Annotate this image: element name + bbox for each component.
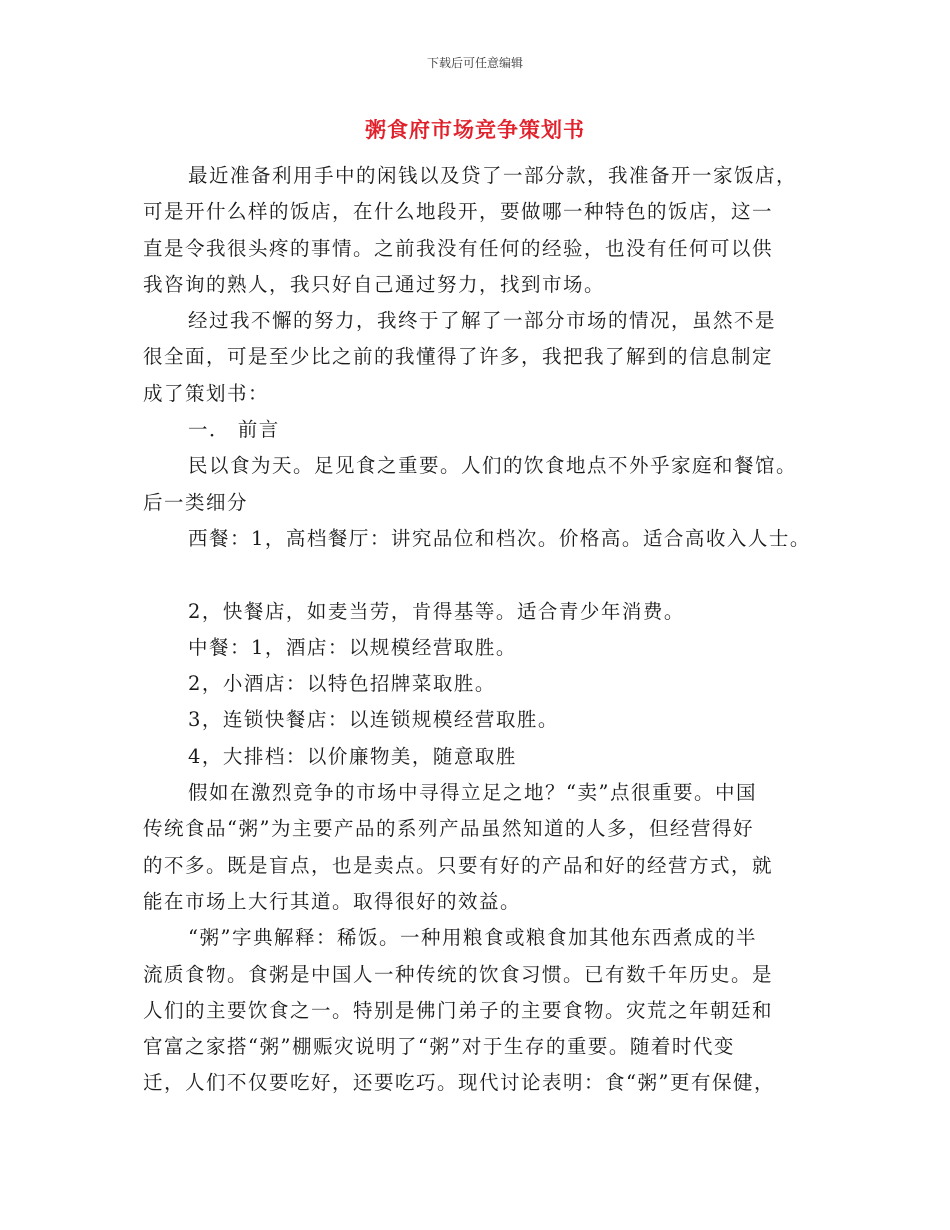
text-line: 一． 前言 bbox=[188, 418, 280, 442]
text-line: 人们的主要饮食之一。特别是佛门弟子的主要食物。灾荒之年朝廷和 bbox=[143, 998, 774, 1022]
text-line: 直是令我很头疼的事情。之前我没有任何的经验，也没有任何可以供 bbox=[143, 236, 774, 260]
text-line: 的不多。既是盲点，也是卖点。只要有好的产品和好的经营方式，就 bbox=[143, 853, 774, 877]
text-line: 传统食品“粥”为主要产品的系列产品虽然知道的人多，但经营得好 bbox=[143, 817, 754, 841]
text-line: 官富之家搭“粥”棚赈灾说明了“粥”对于生存的重要。随着时代变 bbox=[143, 1035, 735, 1059]
text-line: 假如在激烈竞争的市场中寻得立足之地？“卖”点很重要。中国 bbox=[188, 781, 757, 805]
text-line: 成了策划书： bbox=[143, 381, 270, 405]
text-line: 2，小酒店：以特色招牌菜取胜。 bbox=[188, 672, 496, 696]
page-header-note: 下载后可任意编辑 bbox=[426, 56, 523, 70]
text-line: 3，连锁快餐店：以连锁规模经营取胜。 bbox=[188, 708, 559, 732]
text-line: 后一类细分 bbox=[143, 490, 249, 514]
text-line: 4，大排档：以价廉物美，随意取胜 bbox=[188, 744, 517, 768]
document-body bbox=[143, 158, 823, 1102]
text-line: 可是开什么样的饭店，在什么地段开，要做哪一种特色的饭店，这一 bbox=[143, 200, 774, 224]
text-line: 我咨询的熟人，我只好自己通过努力，找到市场。 bbox=[143, 272, 606, 296]
text-line: 很全面，可是至少比之前的我懂得了许多，我把我了解到的信息制定 bbox=[143, 345, 774, 369]
text-line: “粥”字典解释：稀饭。一种用粮食或粮食加其他东西煮成的半 bbox=[188, 926, 757, 950]
text-line: 流质食物。食粥是中国人一种传统的饮食习惯。已有数千年历史。是 bbox=[143, 962, 774, 986]
text-line: 民以食为天。足见食之重要。人们的饮食地点不外乎家庭和餐馆。 bbox=[188, 454, 798, 478]
blank-line bbox=[143, 557, 823, 593]
text-line: 能在市场上大行其道。取得很好的效益。 bbox=[143, 889, 522, 913]
text-line: 经过我不懈的努力，我终于了解了一部分市场的情况，虽然不是 bbox=[188, 309, 777, 333]
text-line: 西餐：1，高档餐厅：讲究品位和档次。价格高。适合高收入人士。 bbox=[188, 526, 811, 550]
text-line: 2，快餐店，如麦当劳，肯得基等。适合青少年消费。 bbox=[188, 599, 685, 623]
text-line: 中餐：1，酒店：以规模经营取胜。 bbox=[188, 635, 517, 659]
text-line: 最近准备利用手中的闲钱以及贷了一部分款，我准备开一家饭店， bbox=[188, 164, 798, 187]
document-title: 粥食府市场竞争策划书 bbox=[365, 117, 585, 142]
text-line: 迁，人们不仅要吃好，还要吃巧。现代讨论表明：食“粥”更有保健， bbox=[143, 1071, 775, 1095]
